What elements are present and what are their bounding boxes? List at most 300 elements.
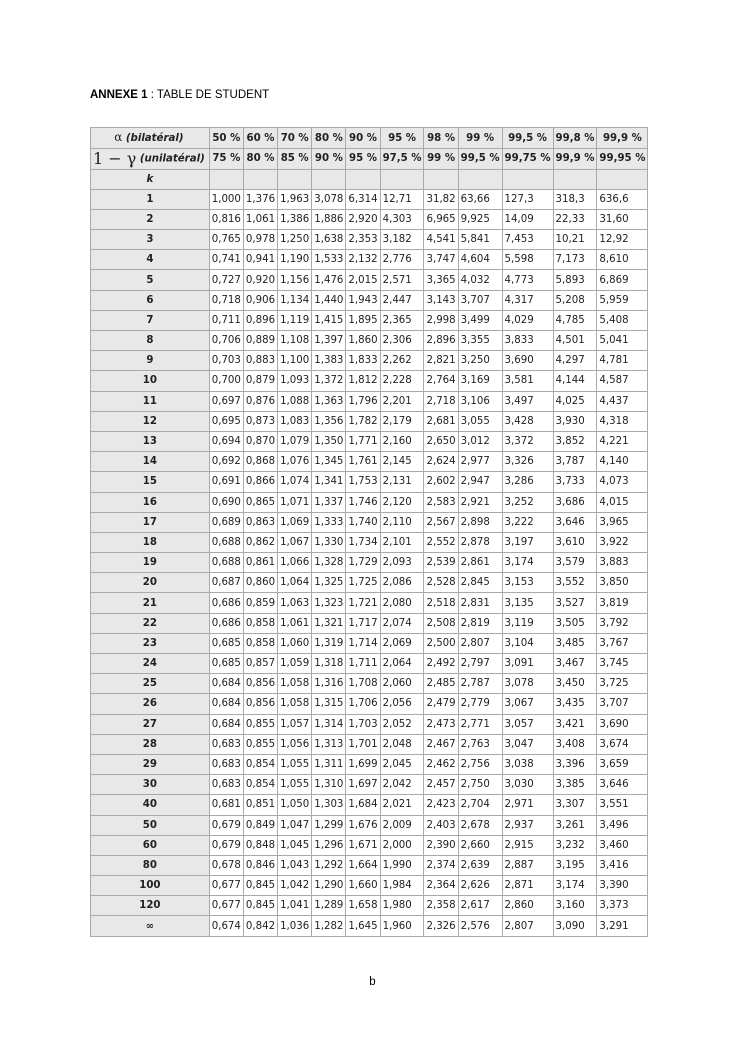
- table-cell: 7,453: [502, 230, 553, 250]
- table-cell: 2,110: [380, 512, 424, 532]
- table-cell: 1,697: [346, 775, 380, 795]
- table-cell: 0,681: [209, 795, 243, 815]
- table-cell: 1,036: [278, 916, 312, 936]
- table-cell: 2,583: [424, 492, 458, 512]
- row-k-label: 16: [91, 492, 210, 512]
- table-cell: 1,315: [312, 694, 346, 714]
- table-cell: 3,106: [458, 391, 502, 411]
- row-k-label: 11: [91, 391, 210, 411]
- alpha-value-cell: 80 %: [312, 128, 346, 149]
- table-cell: 1,055: [278, 775, 312, 795]
- table-cell: 2,403: [424, 815, 458, 835]
- k-header-empty-cell: [553, 169, 597, 189]
- table-cell: 1,108: [278, 331, 312, 351]
- table-cell: 2,602: [424, 472, 458, 492]
- table-cell: 1,963: [278, 189, 312, 209]
- table-cell: 3,428: [502, 411, 553, 431]
- table-cell: 0,854: [243, 754, 277, 774]
- alpha-value-cell: 60 %: [243, 128, 277, 149]
- table-cell: 3,047: [502, 734, 553, 754]
- table-cell: 0,741: [209, 250, 243, 270]
- table-cell: 2,074: [380, 613, 424, 633]
- row-k-label: 23: [91, 633, 210, 653]
- table-cell: 1,658: [346, 896, 380, 916]
- table-cell: 1,289: [312, 896, 346, 916]
- table-cell: 3,707: [458, 290, 502, 310]
- table-cell: 0,727: [209, 270, 243, 290]
- table-cell: 2,921: [458, 492, 502, 512]
- table-cell: 2,390: [424, 835, 458, 855]
- table-row: [91, 855, 648, 875]
- k-header-empty-cell: [597, 169, 648, 189]
- alpha-label: (bilatéral): [125, 133, 184, 144]
- table-cell: 2,971: [502, 795, 553, 815]
- table-cell: 2,015: [346, 270, 380, 290]
- table-cell: 1,721: [346, 593, 380, 613]
- table-cell: 3,733: [553, 472, 597, 492]
- table-cell: 1,383: [312, 351, 346, 371]
- table-cell: 0,846: [243, 855, 277, 875]
- table-cell: 0,842: [243, 916, 277, 936]
- table-cell: 0,855: [243, 734, 277, 754]
- alpha-value-cell: 95 %: [380, 128, 424, 149]
- table-cell: 4,221: [597, 431, 648, 451]
- table-cell: 1,345: [312, 452, 346, 472]
- table-cell: 3,610: [553, 532, 597, 552]
- row-k-label: 7: [91, 310, 210, 330]
- row-k-label: 20: [91, 573, 210, 593]
- table-cell: 0,816: [209, 209, 243, 229]
- table-cell: 3,396: [553, 754, 597, 774]
- k-header-label: k: [91, 169, 210, 189]
- table-cell: 0,896: [243, 310, 277, 330]
- table-cell: 1,100: [278, 351, 312, 371]
- table-cell: 5,598: [502, 250, 553, 270]
- table-cell: 1,043: [278, 855, 312, 875]
- table-cell: 1,330: [312, 532, 346, 552]
- table-cell: 0,678: [209, 855, 243, 875]
- table-cell: 1,313: [312, 734, 346, 754]
- table-cell: 3,250: [458, 351, 502, 371]
- table-cell: 1,071: [278, 492, 312, 512]
- table-row: [91, 310, 648, 330]
- table-cell: 0,876: [243, 391, 277, 411]
- table-cell: 1,761: [346, 452, 380, 472]
- table-cell: 1,990: [380, 855, 424, 875]
- table-cell: 4,604: [458, 250, 502, 270]
- table-cell: 1,156: [278, 270, 312, 290]
- table-cell: 1,066: [278, 553, 312, 573]
- table-cell: 3,747: [424, 250, 458, 270]
- table-cell: 0,685: [209, 654, 243, 674]
- table-cell: 5,959: [597, 290, 648, 310]
- table-cell: 0,677: [209, 896, 243, 916]
- table-cell: 1,079: [278, 431, 312, 451]
- table-row: [91, 230, 648, 250]
- table-cell: 3,174: [553, 876, 597, 896]
- table-cell: 2,887: [502, 855, 553, 875]
- table-cell: 2,485: [424, 674, 458, 694]
- table-cell: 1,638: [312, 230, 346, 250]
- table-cell: 12,71: [380, 189, 424, 209]
- student-table: [90, 127, 648, 937]
- table-cell: 3,819: [597, 593, 648, 613]
- table-cell: 1,045: [278, 835, 312, 855]
- table-cell: 636,6: [597, 189, 648, 209]
- table-row: [91, 189, 648, 209]
- table-cell: 3,252: [502, 492, 553, 512]
- table-cell: 1,042: [278, 876, 312, 896]
- row-k-label: 1: [91, 189, 210, 209]
- table-cell: 1,299: [312, 815, 346, 835]
- table-cell: 1,746: [346, 492, 380, 512]
- table-cell: 2,678: [458, 815, 502, 835]
- table-row: [91, 492, 648, 512]
- table-cell: 3,153: [502, 573, 553, 593]
- table-cell: 1,316: [312, 674, 346, 694]
- table-cell: 3,416: [597, 855, 648, 875]
- table-cell: 3,143: [424, 290, 458, 310]
- table-cell: 1,061: [278, 613, 312, 633]
- table-cell: 1,664: [346, 855, 380, 875]
- table-cell: 0,856: [243, 694, 277, 714]
- table-cell: 2,787: [458, 674, 502, 694]
- table-cell: 1,960: [380, 916, 424, 936]
- table-cell: 2,650: [424, 431, 458, 451]
- table-cell: 1,060: [278, 633, 312, 653]
- table-cell: 1,717: [346, 613, 380, 633]
- table-cell: 1,333: [312, 512, 346, 532]
- table-cell: 1,328: [312, 553, 346, 573]
- table-cell: 2,064: [380, 654, 424, 674]
- table-cell: 0,674: [209, 916, 243, 936]
- table-cell: 2,819: [458, 613, 502, 633]
- table-cell: 2,086: [380, 573, 424, 593]
- table-cell: 3,850: [597, 573, 648, 593]
- table-cell: 3,581: [502, 371, 553, 391]
- table-cell: 4,541: [424, 230, 458, 250]
- table-cell: 1,056: [278, 734, 312, 754]
- table-cell: 3,372: [502, 431, 553, 451]
- table-cell: 1,064: [278, 573, 312, 593]
- table-cell: 3,326: [502, 452, 553, 472]
- table-row: [91, 290, 648, 310]
- table-cell: 0,697: [209, 391, 243, 411]
- table-cell: 1,740: [346, 512, 380, 532]
- table-cell: 2,364: [424, 876, 458, 896]
- table-cell: 2,492: [424, 654, 458, 674]
- table-row: [91, 431, 648, 451]
- table-cell: 3,505: [553, 613, 597, 633]
- table-cell: 3,119: [502, 613, 553, 633]
- table-cell: 4,587: [597, 371, 648, 391]
- table-cell: 3,195: [553, 855, 597, 875]
- table-cell: 3,286: [502, 472, 553, 492]
- table-cell: 1,533: [312, 250, 346, 270]
- table-cell: 3,012: [458, 431, 502, 451]
- table-row: [91, 815, 648, 835]
- table-cell: 5,841: [458, 230, 502, 250]
- table-cell: 3,091: [502, 654, 553, 674]
- table-cell: 2,779: [458, 694, 502, 714]
- alpha-header-label: [91, 128, 210, 149]
- k-header-empty-cell: [458, 169, 502, 189]
- table-cell: 0,687: [209, 573, 243, 593]
- table-cell: 0,703: [209, 351, 243, 371]
- page-label: b: [369, 976, 376, 988]
- table-cell: 3,674: [597, 734, 648, 754]
- table-row: [91, 916, 648, 936]
- table-cell: 3,030: [502, 775, 553, 795]
- table-cell: 2,947: [458, 472, 502, 492]
- table-cell: 3,160: [553, 896, 597, 916]
- table-cell: 2,021: [380, 795, 424, 815]
- table-cell: 318,3: [553, 189, 597, 209]
- table-cell: 2,479: [424, 694, 458, 714]
- table-cell: 4,029: [502, 310, 553, 330]
- table-cell: 0,683: [209, 754, 243, 774]
- table-cell: 2,898: [458, 512, 502, 532]
- row-k-label: 80: [91, 855, 210, 875]
- table-cell: 1,282: [312, 916, 346, 936]
- table-cell: 0,865: [243, 492, 277, 512]
- table-cell: 1,753: [346, 472, 380, 492]
- alpha-value-cell: 99,9 %: [597, 128, 648, 149]
- table-cell: 2,681: [424, 411, 458, 431]
- table-cell: 1,708: [346, 674, 380, 694]
- table-cell: 2,060: [380, 674, 424, 694]
- table-cell: 0,858: [243, 613, 277, 633]
- table-cell: 0,856: [243, 674, 277, 694]
- table-cell: 3,690: [502, 351, 553, 371]
- table-cell: 1,671: [346, 835, 380, 855]
- table-cell: 5,893: [553, 270, 597, 290]
- gamma-value-cell: 99,9 %: [553, 149, 597, 170]
- table-cell: 3,707: [597, 694, 648, 714]
- table-cell: 1,310: [312, 775, 346, 795]
- table-cell: 2,423: [424, 795, 458, 815]
- table-cell: 4,025: [553, 391, 597, 411]
- table-cell: 3,485: [553, 633, 597, 653]
- table-cell: 0,883: [243, 351, 277, 371]
- table-cell: 1,711: [346, 654, 380, 674]
- table-cell: 3,135: [502, 593, 553, 613]
- table-cell: 0,866: [243, 472, 277, 492]
- table-cell: 0,695: [209, 411, 243, 431]
- table-row: [91, 835, 648, 855]
- table-cell: 6,869: [597, 270, 648, 290]
- table-cell: 0,870: [243, 431, 277, 451]
- table-cell: 1,860: [346, 331, 380, 351]
- table-cell: 2,860: [502, 896, 553, 916]
- table-cell: 0,691: [209, 472, 243, 492]
- table-cell: 1,000: [209, 189, 243, 209]
- row-k-label: 50: [91, 815, 210, 835]
- table-cell: 3,792: [597, 613, 648, 633]
- table-cell: 0,873: [243, 411, 277, 431]
- alpha-value-cell: 70 %: [278, 128, 312, 149]
- table-cell: 3,390: [597, 876, 648, 896]
- table-cell: 1,676: [346, 815, 380, 835]
- alpha-symbol: α: [114, 130, 123, 144]
- table-cell: 0,978: [243, 230, 277, 250]
- table-cell: 4,144: [553, 371, 597, 391]
- table-cell: 2,567: [424, 512, 458, 532]
- table-row: [91, 472, 648, 492]
- table-cell: 1,729: [346, 553, 380, 573]
- table-cell: 3,460: [597, 835, 648, 855]
- table-cell: 0,685: [209, 633, 243, 653]
- table-cell: 1,376: [243, 189, 277, 209]
- table-cell: 0,679: [209, 835, 243, 855]
- table-row: [91, 896, 648, 916]
- table-row: [91, 775, 648, 795]
- table-cell: 0,889: [243, 331, 277, 351]
- table-cell: 3,038: [502, 754, 553, 774]
- table-cell: 1,047: [278, 815, 312, 835]
- table-cell: 1,703: [346, 714, 380, 734]
- table-cell: 0,859: [243, 593, 277, 613]
- table-cell: 0,854: [243, 775, 277, 795]
- table-row: [91, 553, 648, 573]
- table-cell: 1,058: [278, 694, 312, 714]
- table-cell: 1,812: [346, 371, 380, 391]
- row-k-label: 6: [91, 290, 210, 310]
- k-header-empty-cell: [424, 169, 458, 189]
- table-cell: 1,350: [312, 431, 346, 451]
- table-cell: 3,725: [597, 674, 648, 694]
- row-k-label: 18: [91, 532, 210, 552]
- table-cell: 2,160: [380, 431, 424, 451]
- table-cell: 0,879: [243, 371, 277, 391]
- table-cell: 2,871: [502, 876, 553, 896]
- table-row: [91, 795, 648, 815]
- table-cell: 3,104: [502, 633, 553, 653]
- table-cell: 3,067: [502, 694, 553, 714]
- k-header-empty-cell: [346, 169, 380, 189]
- row-k-label: 29: [91, 754, 210, 774]
- table-cell: 2,228: [380, 371, 424, 391]
- table-cell: 2,624: [424, 452, 458, 472]
- table-row: [91, 734, 648, 754]
- gamma-header-label: [91, 149, 210, 170]
- table-cell: 1,055: [278, 754, 312, 774]
- table-cell: 4,297: [553, 351, 597, 371]
- row-k-label: 24: [91, 654, 210, 674]
- gamma-header-row: [91, 149, 648, 170]
- table-cell: 1,059: [278, 654, 312, 674]
- table-cell: 0,684: [209, 674, 243, 694]
- table-cell: 0,845: [243, 876, 277, 896]
- table-cell: 0,683: [209, 734, 243, 754]
- table-cell: 1,093: [278, 371, 312, 391]
- table-cell: 0,688: [209, 532, 243, 552]
- k-header-empty-cell: [380, 169, 424, 189]
- table-cell: 2,571: [380, 270, 424, 290]
- alpha-value-cell: 99 %: [458, 128, 502, 149]
- row-k-label: 27: [91, 714, 210, 734]
- table-row: [91, 411, 648, 431]
- table-cell: 2,845: [458, 573, 502, 593]
- table-row: [91, 593, 648, 613]
- table-cell: 0,689: [209, 512, 243, 532]
- alpha-value-cell: 50 %: [209, 128, 243, 149]
- table-cell: 2,500: [424, 633, 458, 653]
- table-cell: 0,851: [243, 795, 277, 815]
- alpha-value-cell: 90 %: [346, 128, 380, 149]
- table-cell: 2,042: [380, 775, 424, 795]
- table-cell: 1,701: [346, 734, 380, 754]
- table-cell: 0,688: [209, 553, 243, 573]
- table-cell: 0,860: [243, 573, 277, 593]
- table-cell: 1,699: [346, 754, 380, 774]
- table-cell: 3,767: [597, 633, 648, 653]
- table-cell: 0,700: [209, 371, 243, 391]
- table-cell: 1,314: [312, 714, 346, 734]
- table-cell: 1,303: [312, 795, 346, 815]
- table-cell: 1,895: [346, 310, 380, 330]
- table-cell: 3,222: [502, 512, 553, 532]
- table-cell: 4,437: [597, 391, 648, 411]
- k-header-empty-cell: [278, 169, 312, 189]
- row-k-label: 17: [91, 512, 210, 532]
- table-cell: 2,306: [380, 331, 424, 351]
- table-cell: 0,868: [243, 452, 277, 472]
- table-cell: 3,232: [553, 835, 597, 855]
- table-cell: 2,457: [424, 775, 458, 795]
- table-cell: 22,33: [553, 209, 597, 229]
- table-cell: 2,998: [424, 310, 458, 330]
- table-cell: 2,660: [458, 835, 502, 855]
- table-cell: 4,032: [458, 270, 502, 290]
- table-cell: 0,863: [243, 512, 277, 532]
- table-cell: 9,925: [458, 209, 502, 229]
- alpha-value-cell: 99,8 %: [553, 128, 597, 149]
- table-cell: 1,386: [278, 209, 312, 229]
- gamma-label: (unilatéral): [139, 153, 205, 165]
- table-cell: 4,318: [597, 411, 648, 431]
- table-cell: 2,718: [424, 391, 458, 411]
- table-cell: 0,711: [209, 310, 243, 330]
- table-cell: 4,501: [553, 331, 597, 351]
- table-cell: 3,385: [553, 775, 597, 795]
- table-cell: 1,067: [278, 532, 312, 552]
- table-row: [91, 532, 648, 552]
- table-cell: 3,057: [502, 714, 553, 734]
- table-cell: 3,174: [502, 553, 553, 573]
- table-cell: 2,045: [380, 754, 424, 774]
- gamma-value-cell: 99 %: [424, 149, 458, 170]
- table-cell: 127,3: [502, 189, 553, 209]
- table-cell: 1,984: [380, 876, 424, 896]
- table-cell: 1,290: [312, 876, 346, 896]
- alpha-header-row: [91, 128, 648, 149]
- row-k-label: 10: [91, 371, 210, 391]
- table-row: [91, 391, 648, 411]
- table-cell: 3,659: [597, 754, 648, 774]
- gamma-value-cell: 95 %: [346, 149, 380, 170]
- gamma-value-cell: 80 %: [243, 149, 277, 170]
- table-cell: 1,886: [312, 209, 346, 229]
- table-cell: 1,292: [312, 855, 346, 875]
- table-cell: 1,476: [312, 270, 346, 290]
- table-cell: 0,855: [243, 714, 277, 734]
- table-cell: 2,831: [458, 593, 502, 613]
- table-row: [91, 714, 648, 734]
- table-cell: 3,922: [597, 532, 648, 552]
- table-cell: 3,078: [502, 674, 553, 694]
- table-cell: 2,576: [458, 916, 502, 936]
